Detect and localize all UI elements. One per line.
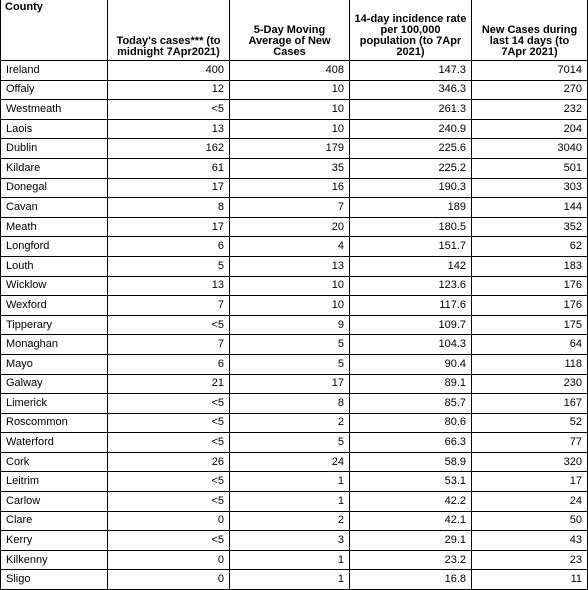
cell-incidence-rate: 225.6 — [350, 139, 472, 159]
cell-incidence-rate: 123.6 — [350, 276, 472, 296]
cell-todays-cases: 5 — [108, 256, 230, 276]
table-row — [1, 237, 588, 257]
header-row — [1, 0, 588, 61]
header-todays-cases: Today's cases*** (to midnight 7Apr2021) — [108, 0, 230, 61]
cell-county: Kerry — [1, 531, 108, 551]
header-county: County — [1, 0, 108, 61]
table-row — [1, 354, 588, 374]
cell-five-day-average: 1 — [230, 570, 350, 590]
cell-new-cases-14-days: 64 — [472, 335, 588, 355]
table-row — [1, 198, 588, 218]
table-row — [1, 178, 588, 198]
cell-five-day-average: 408 — [230, 61, 350, 81]
cell-new-cases-14-days: 175 — [472, 315, 588, 335]
cell-county: Dublin — [1, 139, 108, 159]
cell-new-cases-14-days: 52 — [472, 413, 588, 433]
cell-incidence-rate: 190.3 — [350, 178, 472, 198]
cell-todays-cases: <5 — [108, 531, 230, 551]
cell-incidence-rate: 53.1 — [350, 472, 472, 492]
cell-five-day-average: 4 — [230, 237, 350, 257]
cell-todays-cases: 13 — [108, 276, 230, 296]
cell-new-cases-14-days: 24 — [472, 492, 588, 512]
cell-county: Kilkenny — [1, 550, 108, 570]
cell-todays-cases: <5 — [108, 472, 230, 492]
cell-five-day-average: 1 — [230, 472, 350, 492]
cell-todays-cases: 6 — [108, 354, 230, 374]
cell-new-cases-14-days: 62 — [472, 237, 588, 257]
cell-todays-cases: <5 — [108, 492, 230, 512]
cell-todays-cases: <5 — [108, 413, 230, 433]
cell-county: Roscommon — [1, 413, 108, 433]
cell-incidence-rate: 189 — [350, 198, 472, 218]
table-row — [1, 511, 588, 531]
cell-incidence-rate: 117.6 — [350, 296, 472, 316]
cell-county: Wexford — [1, 296, 108, 316]
cell-incidence-rate: 225.2 — [350, 158, 472, 178]
cell-incidence-rate: 89.1 — [350, 374, 472, 394]
cell-incidence-rate: 240.9 — [350, 119, 472, 139]
table-row — [1, 570, 588, 590]
cell-five-day-average: 17 — [230, 374, 350, 394]
cell-incidence-rate: 85.7 — [350, 394, 472, 414]
cell-new-cases-14-days: 176 — [472, 296, 588, 316]
cell-todays-cases: <5 — [108, 100, 230, 120]
cell-new-cases-14-days: 17 — [472, 472, 588, 492]
cell-todays-cases: 13 — [108, 119, 230, 139]
table-row — [1, 335, 588, 355]
cell-five-day-average: 8 — [230, 394, 350, 414]
cell-incidence-rate: 80.6 — [350, 413, 472, 433]
cell-new-cases-14-days: 352 — [472, 217, 588, 237]
table-row — [1, 433, 588, 453]
table-row — [1, 531, 588, 551]
cell-five-day-average: 9 — [230, 315, 350, 335]
cell-county: Offaly — [1, 80, 108, 100]
header-5-day-average: 5-Day Moving Average of New Cases — [230, 0, 350, 61]
table-row — [1, 413, 588, 433]
cell-todays-cases: 0 — [108, 570, 230, 590]
cell-new-cases-14-days: 11 — [472, 570, 588, 590]
table-row — [1, 374, 588, 394]
table-body — [1, 61, 588, 590]
cell-incidence-rate: 66.3 — [350, 433, 472, 453]
cell-five-day-average: 7 — [230, 198, 350, 218]
cell-county: Louth — [1, 256, 108, 276]
cell-five-day-average: 10 — [230, 276, 350, 296]
cell-county: Mayo — [1, 354, 108, 374]
table-row — [1, 217, 588, 237]
cell-new-cases-14-days: 23 — [472, 550, 588, 570]
cell-todays-cases: 0 — [108, 550, 230, 570]
table-row — [1, 158, 588, 178]
cell-todays-cases: 7 — [108, 296, 230, 316]
cell-todays-cases: <5 — [108, 394, 230, 414]
cell-incidence-rate: 90.4 — [350, 354, 472, 374]
cell-new-cases-14-days: 50 — [472, 511, 588, 531]
cell-new-cases-14-days: 167 — [472, 394, 588, 414]
cell-county: Westmeath — [1, 100, 108, 120]
cell-incidence-rate: 147.3 — [350, 61, 472, 81]
cell-incidence-rate: 180.5 — [350, 217, 472, 237]
cell-new-cases-14-days: 43 — [472, 531, 588, 551]
cell-todays-cases: 12 — [108, 80, 230, 100]
cell-incidence-rate: 142 — [350, 256, 472, 276]
cell-county: Galway — [1, 374, 108, 394]
cell-county: Monaghan — [1, 335, 108, 355]
cell-new-cases-14-days: 3040 — [472, 139, 588, 159]
cell-new-cases-14-days: 176 — [472, 276, 588, 296]
cell-county: Waterford — [1, 433, 108, 453]
cell-five-day-average: 5 — [230, 433, 350, 453]
cell-five-day-average: 10 — [230, 80, 350, 100]
cell-county: Clare — [1, 511, 108, 531]
cell-todays-cases: 61 — [108, 158, 230, 178]
table-row — [1, 276, 588, 296]
cell-five-day-average: 10 — [230, 119, 350, 139]
cell-county: Tipperary — [1, 315, 108, 335]
cell-county: Sligo — [1, 570, 108, 590]
cell-county: Leitrim — [1, 472, 108, 492]
cell-new-cases-14-days: 77 — [472, 433, 588, 453]
cell-county: Wicklow — [1, 276, 108, 296]
table-row — [1, 119, 588, 139]
cell-five-day-average: 35 — [230, 158, 350, 178]
cell-incidence-rate: 346.3 — [350, 80, 472, 100]
table-row — [1, 256, 588, 276]
cell-incidence-rate: 23.2 — [350, 550, 472, 570]
cell-incidence-rate: 261.3 — [350, 100, 472, 120]
cell-five-day-average: 1 — [230, 550, 350, 570]
cell-todays-cases: 17 — [108, 178, 230, 198]
cell-incidence-rate: 16.8 — [350, 570, 472, 590]
cell-incidence-rate: 42.2 — [350, 492, 472, 512]
cell-five-day-average: 179 — [230, 139, 350, 159]
table-row — [1, 550, 588, 570]
cell-five-day-average: 20 — [230, 217, 350, 237]
cell-county: Limerick — [1, 394, 108, 414]
table-row — [1, 139, 588, 159]
cell-todays-cases: 7 — [108, 335, 230, 355]
cell-todays-cases: 162 — [108, 139, 230, 159]
cell-todays-cases: <5 — [108, 433, 230, 453]
cell-new-cases-14-days: 501 — [472, 158, 588, 178]
cell-new-cases-14-days: 7014 — [472, 61, 588, 81]
cell-incidence-rate: 104.3 — [350, 335, 472, 355]
cell-five-day-average: 1 — [230, 492, 350, 512]
cell-five-day-average: 2 — [230, 511, 350, 531]
cell-county: Donegal — [1, 178, 108, 198]
cell-todays-cases: 0 — [108, 511, 230, 531]
cell-five-day-average: 5 — [230, 354, 350, 374]
cell-five-day-average: 10 — [230, 296, 350, 316]
table-row — [1, 80, 588, 100]
cell-five-day-average: 5 — [230, 335, 350, 355]
cell-new-cases-14-days: 230 — [472, 374, 588, 394]
header-new-cases-14-days: New Cases during last 14 days (to 7Apr 2021) — [472, 0, 588, 61]
cell-new-cases-14-days: 144 — [472, 198, 588, 218]
cell-new-cases-14-days: 183 — [472, 256, 588, 276]
cell-todays-cases: 400 — [108, 61, 230, 81]
table-row — [1, 492, 588, 512]
cell-five-day-average: 3 — [230, 531, 350, 551]
cell-new-cases-14-days: 320 — [472, 452, 588, 472]
table-row — [1, 315, 588, 335]
cell-todays-cases: 21 — [108, 374, 230, 394]
table-row — [1, 296, 588, 316]
table-row — [1, 394, 588, 414]
cell-new-cases-14-days: 270 — [472, 80, 588, 100]
cell-county: Cavan — [1, 198, 108, 218]
cell-five-day-average: 16 — [230, 178, 350, 198]
header-14-day-incidence: 14-day incidence rate per 100,000 population (to 7Apr 2021) — [350, 0, 472, 61]
cell-five-day-average: 24 — [230, 452, 350, 472]
cell-county: Laois — [1, 119, 108, 139]
cell-todays-cases: 6 — [108, 237, 230, 257]
cell-todays-cases: <5 — [108, 315, 230, 335]
table-row — [1, 61, 588, 81]
cell-new-cases-14-days: 303 — [472, 178, 588, 198]
cell-five-day-average: 10 — [230, 100, 350, 120]
cell-county: Cork — [1, 452, 108, 472]
cell-incidence-rate: 151.7 — [350, 237, 472, 257]
table-row — [1, 100, 588, 120]
cell-county: Ireland — [1, 61, 108, 81]
cell-county: Meath — [1, 217, 108, 237]
cell-incidence-rate: 58.9 — [350, 452, 472, 472]
cell-new-cases-14-days: 118 — [472, 354, 588, 374]
table-row — [1, 452, 588, 472]
table-row — [1, 472, 588, 492]
cell-five-day-average: 2 — [230, 413, 350, 433]
cell-five-day-average: 13 — [230, 256, 350, 276]
cell-todays-cases: 26 — [108, 452, 230, 472]
cell-todays-cases: 8 — [108, 198, 230, 218]
cell-county: Longford — [1, 237, 108, 257]
cell-incidence-rate: 42.1 — [350, 511, 472, 531]
cell-new-cases-14-days: 204 — [472, 119, 588, 139]
cell-county: Kildare — [1, 158, 108, 178]
cell-todays-cases: 17 — [108, 217, 230, 237]
cell-incidence-rate: 109.7 — [350, 315, 472, 335]
cell-incidence-rate: 29.1 — [350, 531, 472, 551]
cell-county: Carlow — [1, 492, 108, 512]
cell-new-cases-14-days: 232 — [472, 100, 588, 120]
